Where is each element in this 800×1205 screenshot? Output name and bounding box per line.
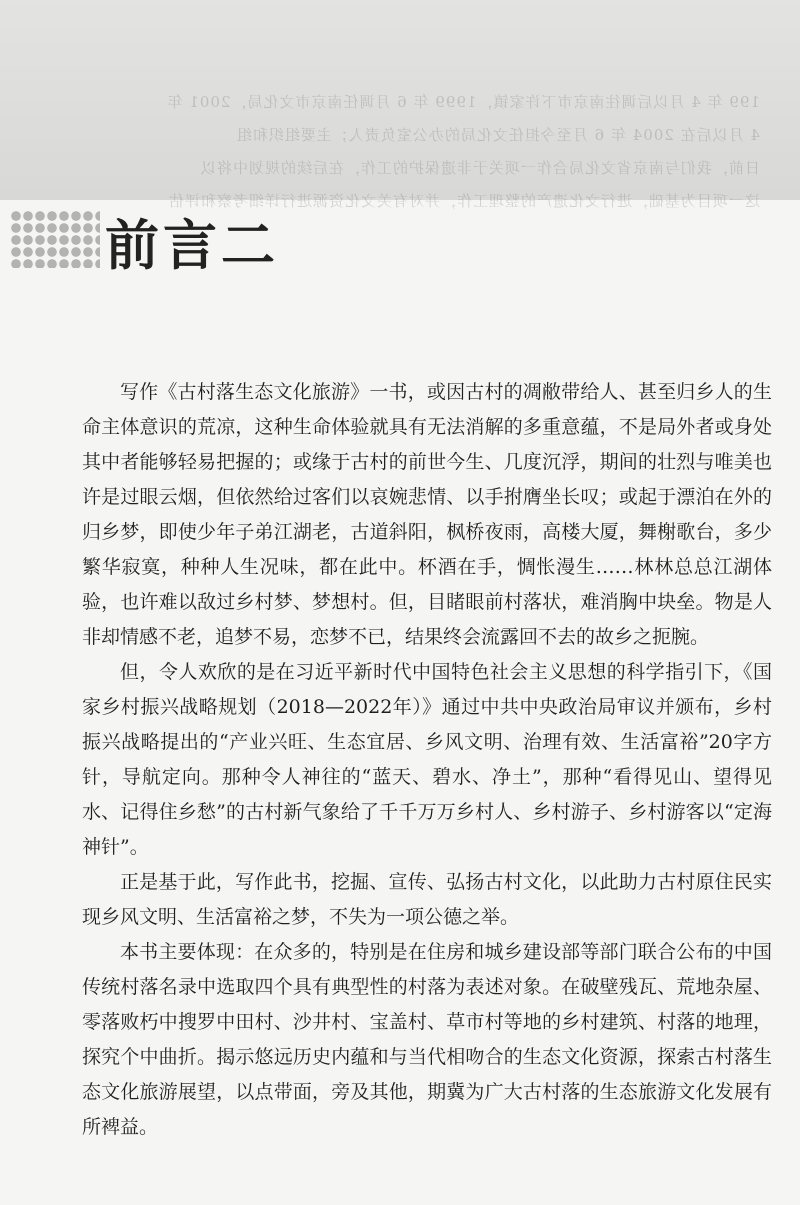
preface-body bbox=[82, 375, 772, 1145]
bleed-through-band bbox=[0, 0, 800, 210]
bleed-through-line: 199 年 4 月以后调往南京市下许家镇，1999 年 6 月调任南京市文化局，2001 年 bbox=[166, 93, 760, 111]
decorative-dot-grid bbox=[10, 210, 100, 268]
bleed-through-line: 这一项目为基础，进行文化遗产的整理工作，并对有关文化资源进行详细考察和评估 bbox=[167, 192, 760, 210]
bleed-through-line: 4 月以后在 2004 年 6 月至今担任文化局的办公室负责人；主要组织和组 bbox=[235, 126, 760, 144]
paragraph-4: 本书主要体现：在众多的，特别是在住房和城乡建设部等部门联合公布的中国传统村落名录中选取四个具有典型性的村落为表述对象。在破壁残瓦、荒地杂屋、零落败朽中搜罗中田村、沙井村、宝盖村、草市村等地的乡村建筑、村落的地理，探究个中曲折。揭示悠远历史内蕴和与当代相吻合的生态文化资源，探索古村落生态文化旅游展望，以点带面，旁及其他，期冀为广大古村落的生态旅游文化发展有所裨益。 bbox=[82, 941, 772, 1138]
chapter-title: 前言二 bbox=[105, 213, 279, 277]
paragraph-1: 写作《古村落生态文化旅游》一书，或因古村的凋敝带给人、甚至归乡人的生命主体意识的荒凉，这种生命体验就具有无法消解的多重意蕴，不是局外者或身处其中者能够轻易把握的；或缘于古村的前世今生、几度沉浮，期间的壮烈与唯美也许是过眼云烟，但依然给过客们以哀婉悲情、以手拊膺坐长叹；或起于漂泊在外的归乡梦，即使少年子弟江湖老，古道斜阳，枫桥夜雨，高楼大厦，舞榭歌台，多少繁华寂寞，种种人生况味，都在此中。杯酒在手，惆怅漫生……林林总总江湖体验，也许难以敌过乡村梦、梦想村。但，目睹眼前村落状，难消胸中块垒。物是人非却情感不老，追梦不易，恋梦不已，结果终会流露回不去的故乡之扼腕。 bbox=[82, 381, 772, 648]
paragraph-3: 正是基于此，写作此书，挖掘、宣传、弘扬古村文化，以此助力古村原住民实现乡风文明、生活富裕之梦，不失为一项公德之举。 bbox=[82, 871, 772, 928]
paragraph-2: 但，令人欢欣的是在习近平新时代中国特色社会主义思想的科学指引下，《国家乡村振兴战略规划（2018—2022年）》通过中共中央政治局审议并颁布，乡村振兴战略提出的“产业兴旺、生态宜居、乡风文明、治理有效、生活富裕”20字方针，导航定向。那种令人神往的“蓝天、碧水、净土”，那种“看得见山、望得见水、记得住乡愁”的古村新气象给了千千万万乡村人、乡村游子、乡村游客以“定海神针”。 bbox=[82, 661, 772, 858]
bleed-through-line: 日前，我们与南京省文化局合作一项关于非遗保护的工作，在后续的规划中将以 bbox=[199, 159, 760, 177]
